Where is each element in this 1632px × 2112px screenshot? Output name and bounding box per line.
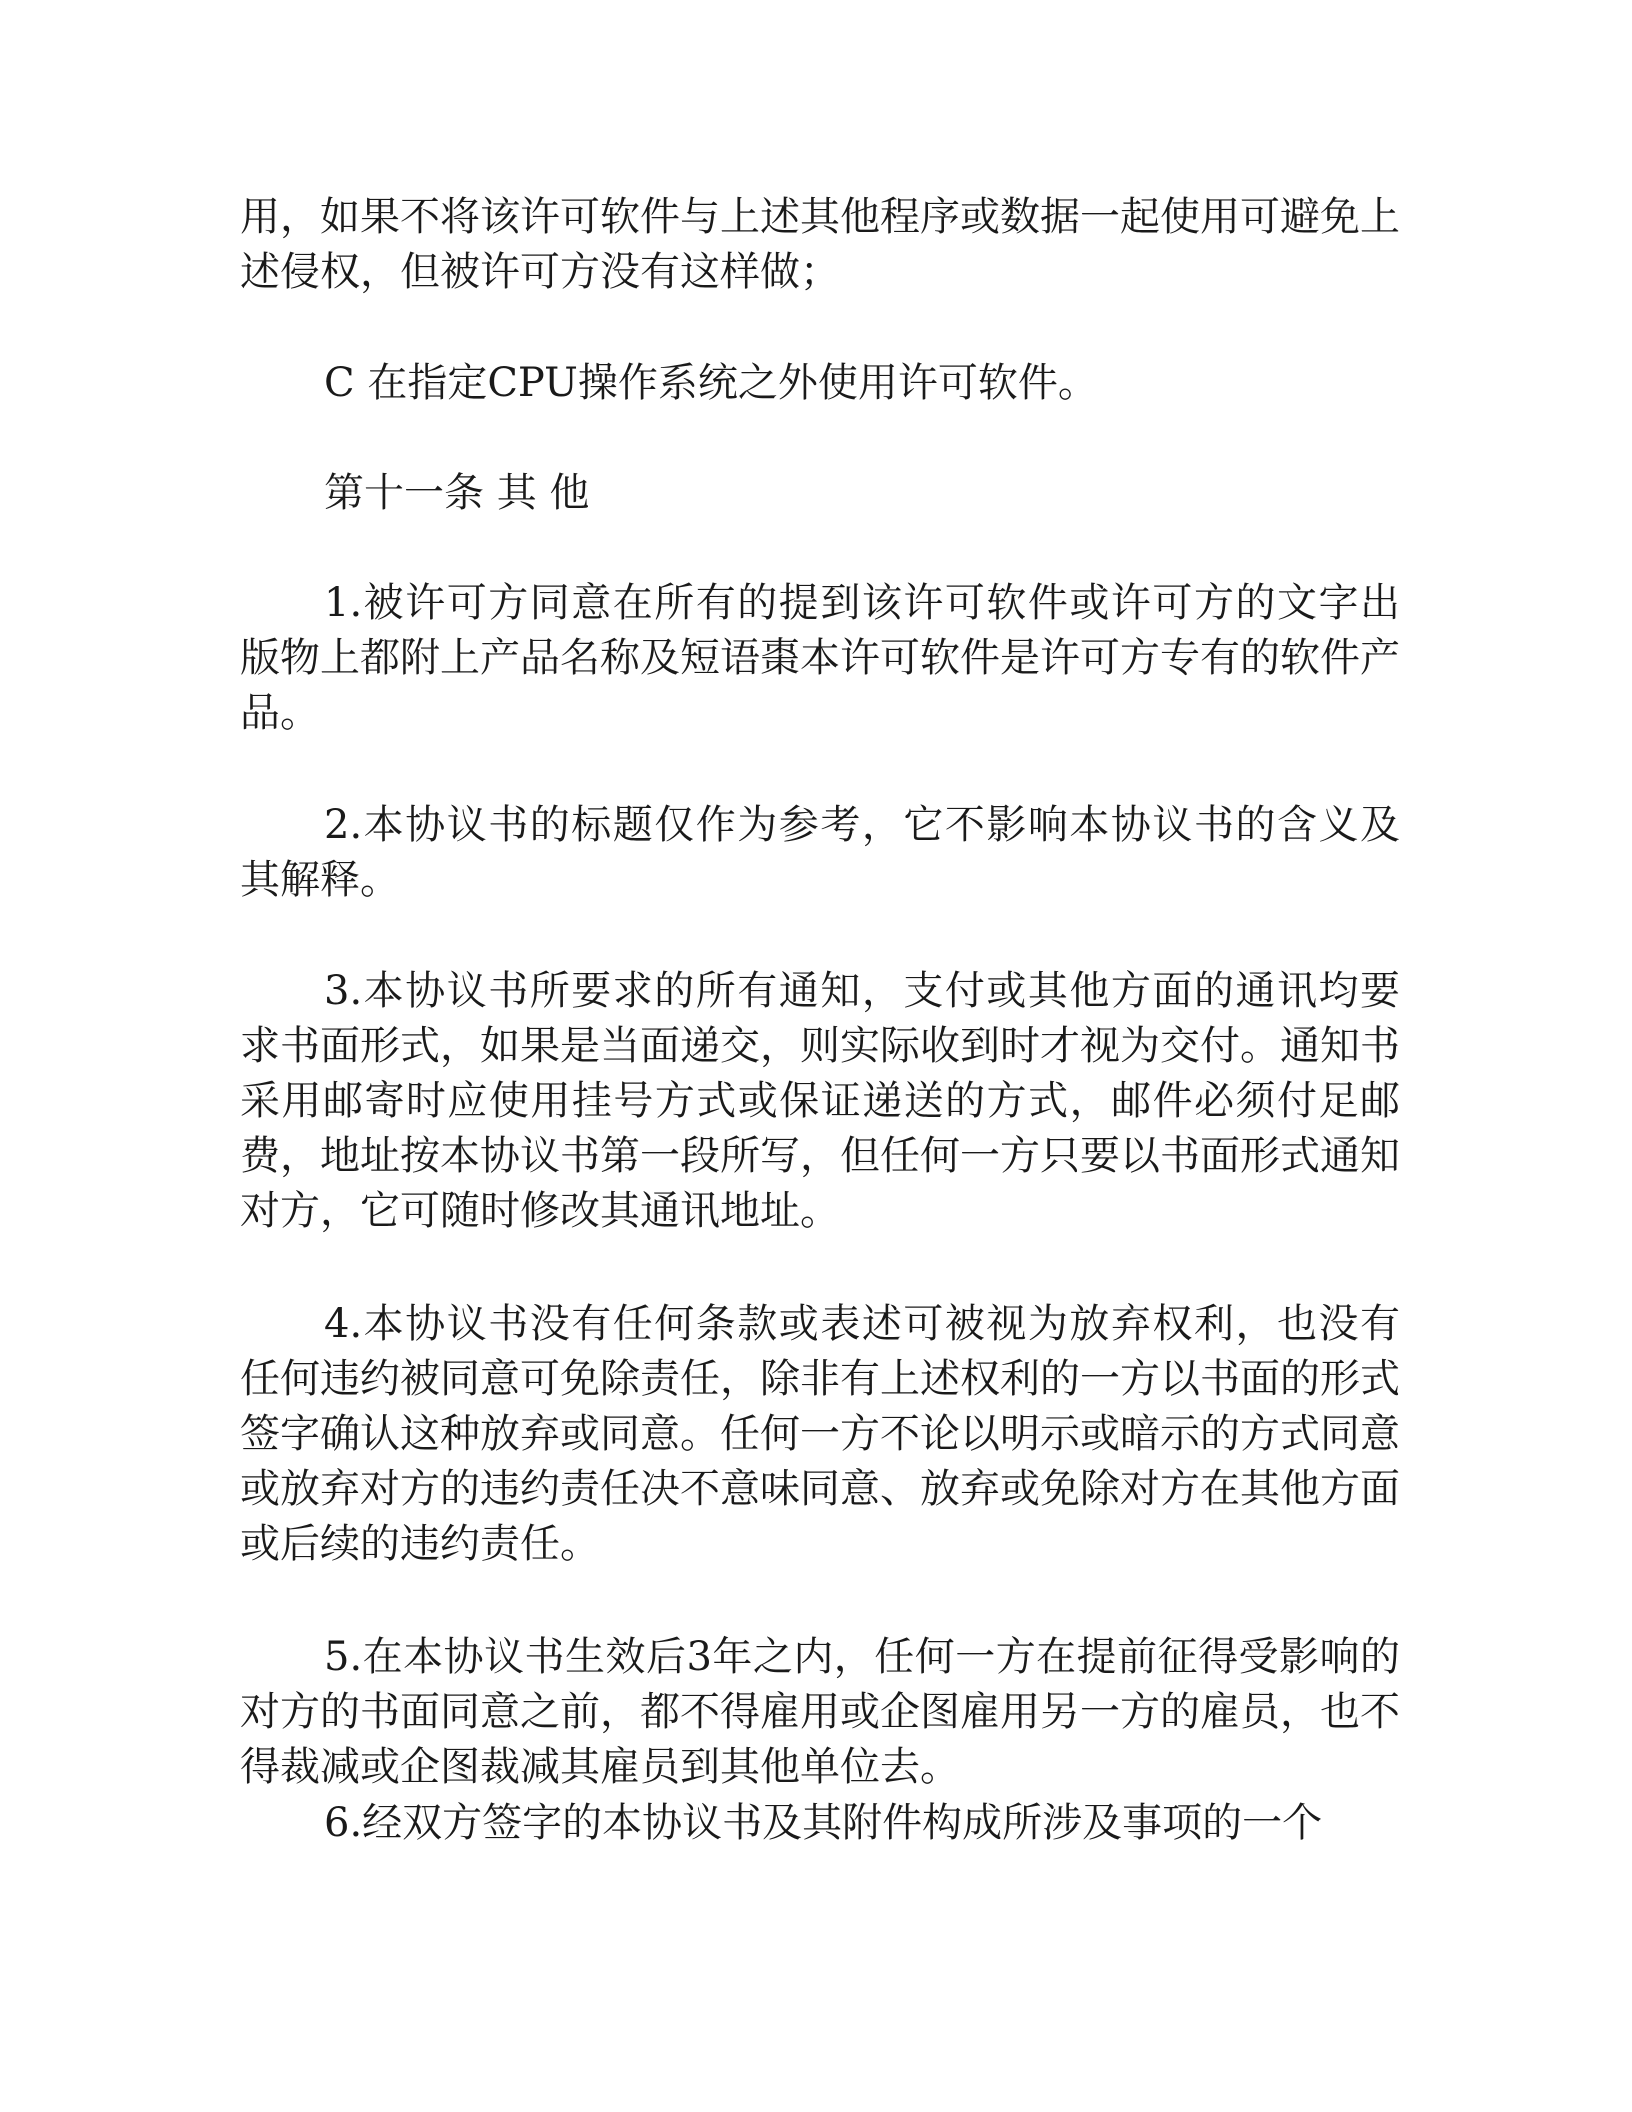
paragraph-clause-4: 4.本协议书没有任何条款或表述可被视为放弃权利，也没有任何违约被同意可免除责任，除非有上述权利的一方以书面的形式签字确认这种放弃或同意。任何一方不论以明示或暗示的方式同意或放弃对方的违约责任决不意味同意、放弃或免除对方在其他方面或后续的违约责任。	[240, 1301, 1400, 1567]
paragraph-clause-5: 5.在本协议书生效后3年之内，任何一方在提前征得受影响的对方的书面同意之前，都不得雇用或企图雇用另一方的雇员，也不得裁减或企图裁减其雇员到其他单位去。	[240, 1634, 1400, 1790]
paragraph-clause-2: 2.本协议书的标题仅作为参考，它不影响本协议书的含义及其解释。	[240, 802, 1400, 903]
paragraph-item-c: C 在指定CPU操作系统之外使用许可软件。	[324, 360, 1098, 406]
paragraph-clause-3: 3.本协议书所要求的所有通知，支付或其他方面的通讯均要求书面形式，如果是当面递交，则实际收到时才视为交付。通知书采用邮寄时应使用挂号方式或保证递送的方式，邮件必须付足邮费，地址按本协议书第一段所写，但任何一方只要以书面形式通知对方，它可随时修改其通讯地址。	[240, 968, 1400, 1234]
paragraph-continuation: 用，如果不将该许可软件与上述其他程序或数据一起使用可避免上述侵权，但被许可方没有这样做；	[240, 194, 1400, 295]
paragraph-clause-1: 1.被许可方同意在所有的提到该许可软件或许可方的文字出版物上都附上产品名称及短语棗本许可软件是许可方专有的软件产品。	[240, 580, 1400, 736]
article-heading: 第十一条 其 他	[324, 470, 590, 516]
paragraph-clause-6: 6.经双方签字的本协议书及其附件构成所涉及事项的一个	[324, 1800, 1323, 1846]
